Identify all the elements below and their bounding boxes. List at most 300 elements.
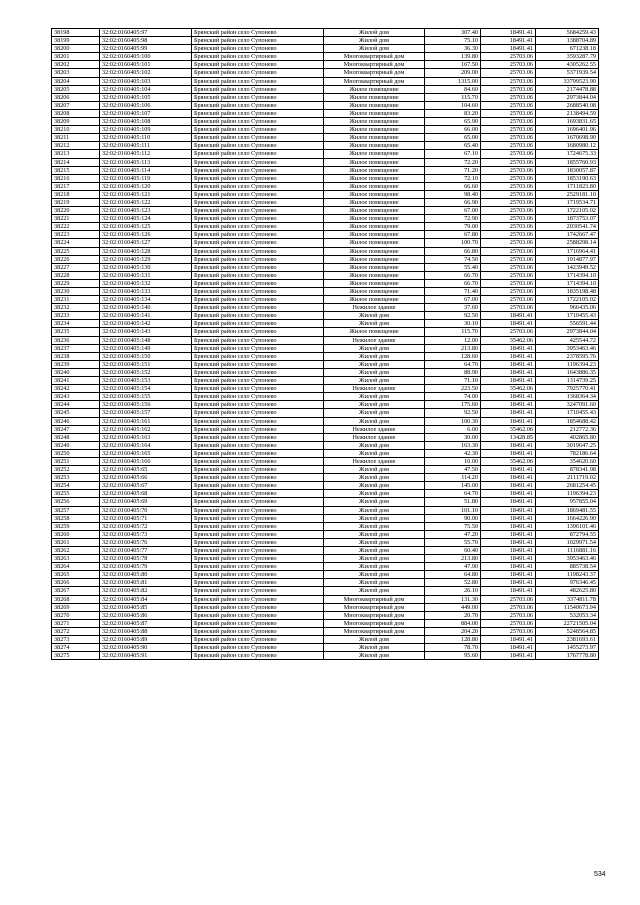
row-number-cell: 38273 <box>52 636 100 644</box>
object-type-cell: Жилой дом <box>324 498 425 506</box>
area-cell: 67.10 <box>425 150 481 158</box>
row-number-cell: 38270 <box>52 611 100 619</box>
table-row <box>52 109 599 117</box>
row-number-cell: 38200 <box>52 45 100 53</box>
unit-value-cell: 18491.41 <box>481 474 536 482</box>
area-cell: 20.70 <box>425 611 481 619</box>
area-cell: 66.80 <box>425 247 481 255</box>
cadastral-number-cell: 32:02:0160405:123 <box>100 207 192 215</box>
area-cell: 67.80 <box>425 231 481 239</box>
unit-value-cell: 25703.06 <box>481 118 536 126</box>
unit-value-cell: 25703.06 <box>481 182 536 190</box>
table-row <box>52 482 599 490</box>
object-type-cell: Жилое помещение <box>324 239 425 247</box>
unit-value-cell: 18491.41 <box>481 563 536 571</box>
row-number-cell: 38249 <box>52 441 100 449</box>
object-type-cell: Жилое помещение <box>324 174 425 182</box>
cadastral-value-cell: 1116881.16 <box>536 547 599 555</box>
row-number-cell: 38268 <box>52 595 100 603</box>
table-row <box>52 563 599 571</box>
cadastral-value-cell: 2111719.02 <box>536 474 599 482</box>
area-cell: 175.60 <box>425 401 481 409</box>
cadastral-number-cell: 32:02:0160405:155 <box>100 393 192 401</box>
cadastral-number-cell: 32:02:0160405:112 <box>100 150 192 158</box>
cadastral-number-cell: 32:02:0160405:124 <box>100 215 192 223</box>
cadastral-number-cell: 32:02:0160405:141 <box>100 312 192 320</box>
cadastral-value-cell: 1455273.97 <box>536 644 599 652</box>
row-number-cell: 38217 <box>52 182 100 190</box>
cadastral-value-cell: 2138494.59 <box>536 109 599 117</box>
address-cell: Брянский район село Супонево <box>192 231 324 239</box>
table-row <box>52 279 599 287</box>
unit-value-cell: 13428.85 <box>481 433 536 441</box>
object-type-cell: Жилой дом <box>324 466 425 474</box>
table-row <box>52 652 599 660</box>
cadastral-value-cell: 2973844.04 <box>536 93 599 101</box>
row-number-cell: 38211 <box>52 134 100 142</box>
unit-value-cell: 25703.06 <box>481 134 536 142</box>
cadastral-number-cell: 32:02:0160405:127 <box>100 239 192 247</box>
object-type-cell: Нежилое здание <box>324 425 425 433</box>
unit-value-cell: 25703.06 <box>481 304 536 312</box>
cadastral-value-cell: 872794.55 <box>536 530 599 538</box>
address-cell: Брянский район село Супонево <box>192 482 324 490</box>
unit-value-cell: 18491.41 <box>481 538 536 546</box>
area-cell: 104.60 <box>425 101 481 109</box>
object-type-cell: Жилое помещение <box>324 263 425 271</box>
cadastral-value-cell: 2381693.61 <box>536 636 599 644</box>
address-cell: Брянский район село Супонево <box>192 45 324 53</box>
unit-value-cell: 18491.41 <box>481 466 536 474</box>
cadastral-number-cell: 32:02:0160405:143 <box>100 328 192 336</box>
area-cell: 26.10 <box>425 587 481 595</box>
object-type-cell: Жилое помещение <box>324 166 425 174</box>
row-number-cell: 38254 <box>52 482 100 490</box>
address-cell: Брянский район село Супонево <box>192 239 324 247</box>
row-number-cell: 38246 <box>52 417 100 425</box>
row-number-cell: 38221 <box>52 215 100 223</box>
row-number-cell: 38220 <box>52 207 100 215</box>
unit-value-cell: 25703.06 <box>481 85 536 93</box>
table-row <box>52 101 599 109</box>
table-row <box>52 385 599 393</box>
object-type-cell: Жилой дом <box>324 417 425 425</box>
table-row <box>52 603 599 611</box>
row-number-cell: 38230 <box>52 288 100 296</box>
object-type-cell: Жилое помещение <box>324 223 425 231</box>
area-cell: 145.00 <box>425 482 481 490</box>
cadastral-value-cell: 1853190.63 <box>536 174 599 182</box>
object-type-cell: Жилой дом <box>324 506 425 514</box>
address-cell: Брянский район село Супонево <box>192 530 324 538</box>
table-row <box>52 304 599 312</box>
area-cell: 36.30 <box>425 45 481 53</box>
address-cell: Брянский район село Супонево <box>192 417 324 425</box>
area-cell: 6.00 <box>425 425 481 433</box>
object-type-cell: Жилой дом <box>324 449 425 457</box>
table-row <box>52 77 599 85</box>
area-cell: 66.70 <box>425 279 481 287</box>
cadastral-number-cell: 32:02:0160405:110 <box>100 134 192 142</box>
row-number-cell: 38214 <box>52 158 100 166</box>
address-cell: Брянский район село Супонево <box>192 401 324 409</box>
object-type-cell: Жилой дом <box>324 474 425 482</box>
row-number-cell: 38240 <box>52 368 100 376</box>
row-number-cell: 38257 <box>52 506 100 514</box>
area-cell: 128.80 <box>425 636 481 644</box>
cadastral-value-cell: 1869481.55 <box>536 506 599 514</box>
unit-value-cell: 18491.41 <box>481 579 536 587</box>
address-cell: Брянский район село Супонево <box>192 37 324 45</box>
address-cell: Брянский район село Супонево <box>192 377 324 385</box>
cadastral-number-cell: 32:02:0160405:156 <box>100 401 192 409</box>
row-number-cell: 38218 <box>52 190 100 198</box>
area-cell: 66.90 <box>425 198 481 206</box>
object-type-cell: Жилое помещение <box>324 207 425 215</box>
object-type-cell: Жилой дом <box>324 312 425 320</box>
object-type-cell: Жилое помещение <box>324 247 425 255</box>
area-cell: 12.00 <box>425 336 481 344</box>
row-number-cell: 38207 <box>52 101 100 109</box>
address-cell: Брянский район село Супонево <box>192 166 324 174</box>
address-cell: Брянский район село Супонево <box>192 360 324 368</box>
row-number-cell: 38227 <box>52 263 100 271</box>
cadastral-number-cell: 32:02:0160405:157 <box>100 409 192 417</box>
table-row <box>52 449 599 457</box>
address-cell: Брянский район село Супонево <box>192 223 324 231</box>
address-cell: Брянский район село Супонево <box>192 336 324 344</box>
row-number-cell: 38237 <box>52 344 100 352</box>
unit-value-cell: 25703.06 <box>481 603 536 611</box>
row-number-cell: 38265 <box>52 571 100 579</box>
cadastral-number-cell: 32:02:0160405:154 <box>100 385 192 393</box>
area-cell: 92.50 <box>425 312 481 320</box>
area-cell: 131.30 <box>425 595 481 603</box>
cadastral-value-cell: 3953463.46 <box>536 344 599 352</box>
row-number-cell: 38271 <box>52 619 100 627</box>
cadastral-number-cell: 32:02:0160405:130 <box>100 263 192 271</box>
cadastral-number-cell: 32:02:0160405:128 <box>100 247 192 255</box>
unit-value-cell: 25703.06 <box>481 595 536 603</box>
area-cell: 30.00 <box>425 433 481 441</box>
table-row <box>52 393 599 401</box>
cadastral-value-cell: 1396101.46 <box>536 522 599 530</box>
table-row <box>52 255 599 263</box>
cadastral-number-cell: 32:02:0160405:80 <box>100 571 192 579</box>
cadastral-number-cell: 32:02:0160405:150 <box>100 352 192 360</box>
area-cell: 98.40 <box>425 190 481 198</box>
row-number-cell: 38248 <box>52 433 100 441</box>
cadastral-number-cell: 32:02:0160405:122 <box>100 198 192 206</box>
cadastral-number-cell: 32:02:0160405:131 <box>100 271 192 279</box>
row-number-cell: 38199 <box>52 37 100 45</box>
address-cell: Брянский район село Супонево <box>192 215 324 223</box>
address-cell: Брянский район село Супонево <box>192 190 324 198</box>
row-number-cell: 38245 <box>52 409 100 417</box>
cadastral-number-cell: 32:02:0160405:84 <box>100 595 192 603</box>
cadastral-value-cell: 1742667.47 <box>536 231 599 239</box>
cadastral-number-cell: 32:02:0160405:71 <box>100 514 192 522</box>
area-cell: 101.10 <box>425 506 481 514</box>
area-cell: 71.20 <box>425 166 481 174</box>
table-row <box>52 636 599 644</box>
cadastral-number-cell: 32:02:0160405:108 <box>100 118 192 126</box>
address-cell: Брянский район село Супонево <box>192 385 324 393</box>
unit-value-cell: 25703.06 <box>481 126 536 134</box>
cadastral-value-cell: 1664226.90 <box>536 514 599 522</box>
unit-value-cell: 25703.06 <box>481 77 536 85</box>
address-cell: Брянский район село Супонево <box>192 506 324 514</box>
row-number-cell: 38235 <box>52 328 100 336</box>
object-type-cell: Жилой дом <box>324 644 425 652</box>
area-cell: 307.40 <box>425 29 481 37</box>
area-cell: 92.50 <box>425 409 481 417</box>
cadastral-value-cell: 1029971.54 <box>536 538 599 546</box>
cadastral-value-cell: 4305262.55 <box>536 61 599 69</box>
area-cell: 37.60 <box>425 304 481 312</box>
row-number-cell: 38225 <box>52 247 100 255</box>
address-cell: Брянский район село Супонево <box>192 53 324 61</box>
cadastral-value-cell: 1196394.23 <box>536 360 599 368</box>
address-cell: Брянский район село Супонево <box>192 255 324 263</box>
table-row <box>52 174 599 182</box>
cadastral-number-cell: 32:02:0160405:113 <box>100 158 192 166</box>
area-cell: 72.20 <box>425 158 481 166</box>
object-type-cell: Жилой дом <box>324 563 425 571</box>
address-cell: Брянский район село Супонево <box>192 320 324 328</box>
object-type-cell: Многоквартирный дом <box>324 603 425 611</box>
cadastral-number-cell: 32:02:0160405:151 <box>100 360 192 368</box>
table-row <box>52 377 599 385</box>
table-row <box>52 29 599 37</box>
unit-value-cell: 18491.41 <box>481 506 536 514</box>
unit-value-cell: 25703.06 <box>481 190 536 198</box>
object-type-cell: Жилой дом <box>324 45 425 53</box>
address-cell: Брянский район село Супонево <box>192 587 324 595</box>
object-type-cell: Жилое помещение <box>324 93 425 101</box>
address-cell: Брянский район село Супонево <box>192 182 324 190</box>
address-cell: Брянский район село Супонево <box>192 158 324 166</box>
address-cell: Брянский район село Супонево <box>192 514 324 522</box>
cadastral-number-cell: 32:02:0160405:103 <box>100 77 192 85</box>
cadastral-value-cell: 2688540.08 <box>536 101 599 109</box>
object-type-cell: Жилой дом <box>324 538 425 546</box>
cadastral-number-cell: 32:02:0160405:100 <box>100 53 192 61</box>
cadastral-value-cell: 1716964.41 <box>536 247 599 255</box>
cadastral-value-cell: 11540673.94 <box>536 603 599 611</box>
cadastral-value-cell: 5371939.54 <box>536 69 599 77</box>
table-row <box>52 231 599 239</box>
table-row <box>52 61 599 69</box>
cadastral-number-cell: 32:02:0160405:69 <box>100 498 192 506</box>
unit-value-cell: 18491.41 <box>481 29 536 37</box>
cadastral-value-cell: 3374811.78 <box>536 595 599 603</box>
table-row <box>52 198 599 206</box>
row-number-cell: 38210 <box>52 126 100 134</box>
area-cell: 64.70 <box>425 360 481 368</box>
address-cell: Брянский район село Супонево <box>192 312 324 320</box>
area-cell: 88.90 <box>425 368 481 376</box>
table-row <box>52 522 599 530</box>
area-cell: 47.50 <box>425 466 481 474</box>
area-cell: 79.00 <box>425 223 481 231</box>
area-cell: 74.00 <box>425 393 481 401</box>
row-number-cell: 38274 <box>52 644 100 652</box>
area-cell: 139.80 <box>425 53 481 61</box>
area-cell: 47.90 <box>425 563 481 571</box>
object-type-cell: Жилой дом <box>324 29 425 37</box>
area-cell: 84.60 <box>425 85 481 93</box>
area-cell: 72.90 <box>425 215 481 223</box>
object-type-cell: Жилой дом <box>324 37 425 45</box>
unit-value-cell: 35462.06 <box>481 457 536 465</box>
object-type-cell: Жилой дом <box>324 636 425 644</box>
object-type-cell: Нежилое здание <box>324 457 425 465</box>
cadastral-number-cell: 32:02:0160405:119 <box>100 174 192 182</box>
cadastral-number-cell: 32:02:0160405:162 <box>100 425 192 433</box>
table-row <box>52 69 599 77</box>
object-type-cell: Жилое помещение <box>324 150 425 158</box>
cadastral-number-cell: 32:02:0160405:72 <box>100 522 192 530</box>
unit-value-cell: 18491.41 <box>481 312 536 320</box>
cadastral-value-cell: 1714394.10 <box>536 271 599 279</box>
row-number-cell: 38262 <box>52 547 100 555</box>
address-cell: Брянский район село Супонево <box>192 652 324 660</box>
unit-value-cell: 25703.06 <box>481 142 536 150</box>
cadastral-number-cell: 32:02:0160405:98 <box>100 37 192 45</box>
row-number-cell: 38259 <box>52 522 100 530</box>
row-number-cell: 38239 <box>52 360 100 368</box>
unit-value-cell: 25703.06 <box>481 239 536 247</box>
cadastral-number-cell: 32:02:0160405:77 <box>100 547 192 555</box>
row-number-cell: 38216 <box>52 174 100 182</box>
object-type-cell: Многоквартирный дом <box>324 69 425 77</box>
cadastral-number-cell: 32:02:0160405:125 <box>100 223 192 231</box>
cadastral-value-cell: 1722105.02 <box>536 296 599 304</box>
unit-value-cell: 25703.06 <box>481 53 536 61</box>
address-cell: Брянский район село Супонево <box>192 174 324 182</box>
row-number-cell: 38198 <box>52 29 100 37</box>
row-number-cell: 38201 <box>52 53 100 61</box>
cadastral-value-cell: 1196394.23 <box>536 490 599 498</box>
address-cell: Брянский район село Супонево <box>192 109 324 117</box>
unit-value-cell: 18491.41 <box>481 360 536 368</box>
cadastral-number-cell: 32:02:0160405:161 <box>100 417 192 425</box>
object-type-cell: Жилой дом <box>324 587 425 595</box>
cadastral-value-cell: 33799523.90 <box>536 77 599 85</box>
table-row <box>52 296 599 304</box>
table-row <box>52 328 599 336</box>
unit-value-cell: 25703.06 <box>481 158 536 166</box>
area-cell: 114.20 <box>425 474 481 482</box>
area-cell: 30.10 <box>425 320 481 328</box>
cadastral-value-cell: 3593287.79 <box>536 53 599 61</box>
address-cell: Брянский район село Супонево <box>192 627 324 635</box>
unit-value-cell: 18491.41 <box>481 352 536 360</box>
address-cell: Брянский район село Супонево <box>192 579 324 587</box>
table-row <box>52 336 599 344</box>
table-row <box>52 93 599 101</box>
cadastral-number-cell: 32:02:0160405:85 <box>100 603 192 611</box>
area-cell: 75.50 <box>425 522 481 530</box>
object-type-cell: Жилой дом <box>324 514 425 522</box>
cadastral-number-cell: 32:02:0160405:163 <box>100 433 192 441</box>
object-type-cell: Жилой дом <box>324 652 425 660</box>
unit-value-cell: 18491.41 <box>481 490 536 498</box>
address-cell: Брянский район село Супонево <box>192 279 324 287</box>
object-type-cell: Многоквартирный дом <box>324 611 425 619</box>
cadastral-number-cell: 32:02:0160405:91 <box>100 652 192 660</box>
area-cell: 223.50 <box>425 385 481 393</box>
row-number-cell: 38231 <box>52 296 100 304</box>
address-cell: Брянский район село Супонево <box>192 474 324 482</box>
cadastral-value-cell: 2174478.88 <box>536 85 599 93</box>
cadastral-value-cell: 1855760.93 <box>536 158 599 166</box>
cadastral-number-cell: 32:02:0160405:68 <box>100 490 192 498</box>
unit-value-cell: 25703.06 <box>481 271 536 279</box>
object-type-cell: Жилой дом <box>324 393 425 401</box>
object-type-cell: Жилой дом <box>324 571 425 579</box>
row-number-cell: 38256 <box>52 498 100 506</box>
table-row <box>52 579 599 587</box>
cadastral-number-cell: 32:02:0160405:129 <box>100 255 192 263</box>
object-type-cell: Жилой дом <box>324 441 425 449</box>
object-type-cell: Жилой дом <box>324 530 425 538</box>
area-cell: 884.00 <box>425 619 481 627</box>
object-type-cell: Жилой дом <box>324 490 425 498</box>
address-cell: Брянский район село Супонево <box>192 352 324 360</box>
cadastral-number-cell: 32:02:0160405:81 <box>100 579 192 587</box>
unit-value-cell: 25703.06 <box>481 627 536 635</box>
row-number-cell: 38238 <box>52 352 100 360</box>
cadastral-value-cell: 425544.72 <box>536 336 599 344</box>
area-cell: 75.10 <box>425 37 481 45</box>
address-cell: Брянский район село Супонево <box>192 198 324 206</box>
table-row <box>52 466 599 474</box>
address-cell: Брянский район село Супонево <box>192 547 324 555</box>
cadastral-number-cell: 32:02:0160405:121 <box>100 190 192 198</box>
unit-value-cell: 25703.06 <box>481 288 536 296</box>
address-cell: Брянский район село Супонево <box>192 93 324 101</box>
address-cell: Брянский район село Супонево <box>192 425 324 433</box>
table-row <box>52 182 599 190</box>
area-cell: 167.50 <box>425 61 481 69</box>
address-cell: Брянский район село Супонево <box>192 142 324 150</box>
row-number-cell: 38209 <box>52 118 100 126</box>
cadastral-number-cell: 32:02:0160405:90 <box>100 644 192 652</box>
address-cell: Брянский район село Супонево <box>192 490 324 498</box>
cadastral-value-cell: 2681254.45 <box>536 482 599 490</box>
area-cell: 65.90 <box>425 118 481 126</box>
unit-value-cell: 25703.06 <box>481 328 536 336</box>
cadastral-value-cell: 782186.64 <box>536 449 599 457</box>
object-type-cell: Жилое помещение <box>324 126 425 134</box>
table-row <box>52 611 599 619</box>
address-cell: Брянский район село Супонево <box>192 288 324 296</box>
cadastral-number-cell: 32:02:0160405:67 <box>100 482 192 490</box>
area-cell: 67.00 <box>425 296 481 304</box>
address-cell: Брянский район село Супонево <box>192 344 324 352</box>
object-type-cell: Жилое помещение <box>324 190 425 198</box>
table-row <box>52 644 599 652</box>
address-cell: Брянский район село Супонево <box>192 393 324 401</box>
cadastral-value-cell: 1914877.97 <box>536 255 599 263</box>
address-cell: Брянский район село Супонево <box>192 85 324 93</box>
row-number-cell: 38206 <box>52 93 100 101</box>
area-cell: 66.60 <box>425 182 481 190</box>
object-type-cell: Нежилое здание <box>324 336 425 344</box>
address-cell: Брянский район село Супонево <box>192 522 324 530</box>
